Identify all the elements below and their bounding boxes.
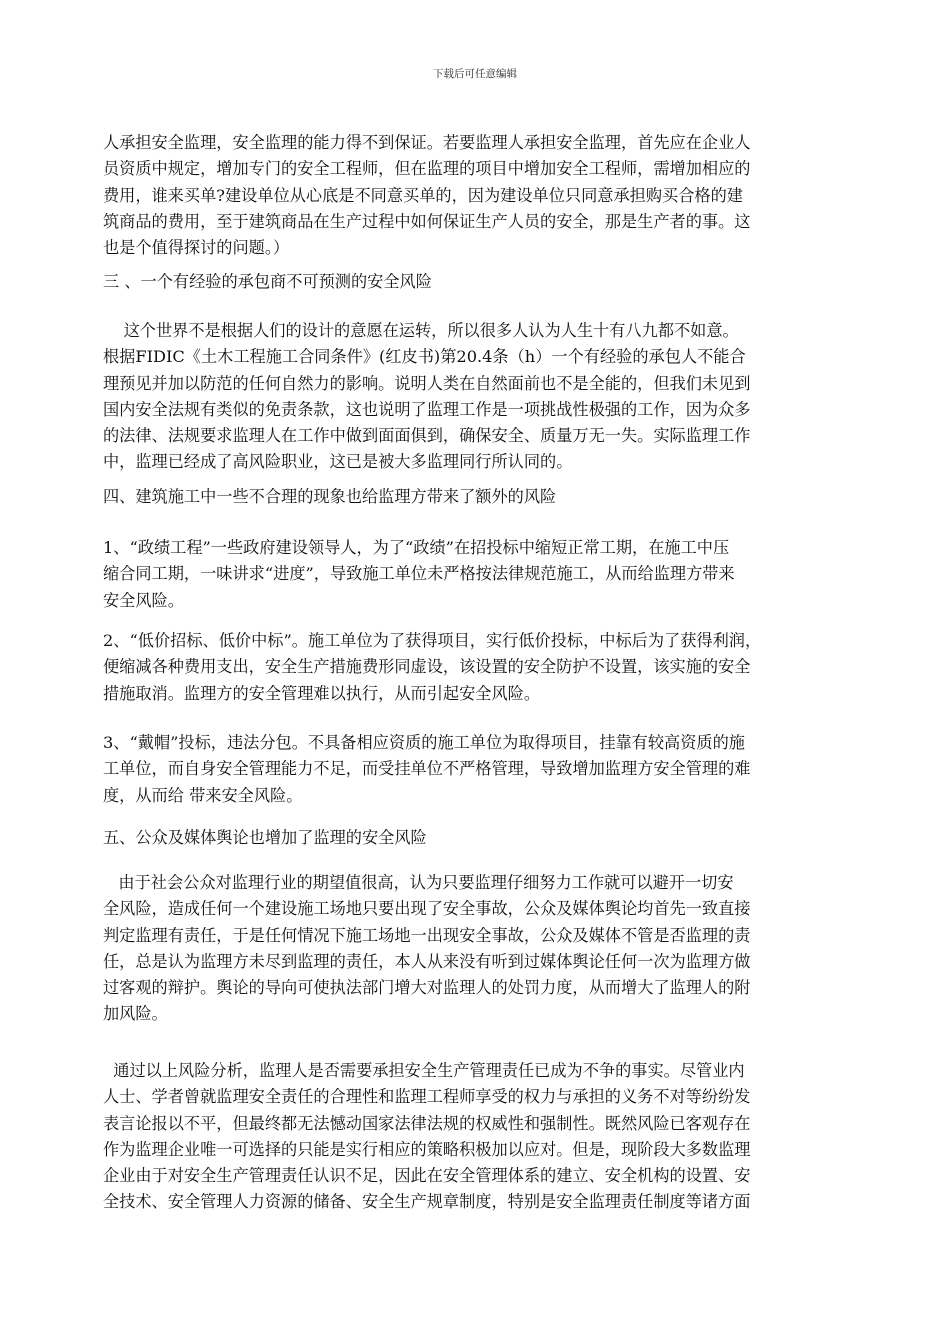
text-line: 加风险。 [103, 1004, 168, 1024]
paragraph-public-opinion [103, 870, 893, 1028]
text-line: 这个世界不是根据人们的设计的意愿在运转，所以很多人认为人生十有八九都不如意。 [103, 321, 739, 340]
text-line: 根据FIDIC《土木工程施工合同条件》(红皮书)第20.4条（h）一个有经验的承包人不能合 [103, 347, 746, 367]
text-line: 1、“政绩工程”一些政府建设领导人，为了“政绩”在招投标中缩短正常工期，在施工中压 [103, 538, 730, 557]
text-line: 全技术、安全管理人力资源的储备、安全生产规章制度，特别是安全监理责任制度等诸方面 [103, 1192, 751, 1212]
text-line: 3、“戴帽”投标，违法分包。不具备相应资质的施工单位为取得项目，挂靠有较高资质的施 [103, 733, 745, 752]
text-line: 也是个值得探讨的问题。） [103, 238, 290, 258]
list-item-2 [103, 628, 893, 707]
heading-text: 五、公众及媒体舆论也增加了监理的安全风险 [103, 828, 427, 847]
text-line: 费用，谁来买单?建设单位从心底是不同意买单的，因为建设单位只同意承担购买合格的建 [103, 185, 743, 205]
text-line: 人士、学者曾就监理安全责任的合理性和监理工程师享受的权力与承担的义务不对等纷纷发 [103, 1087, 751, 1107]
text-line: 判定监理有责任，于是任何情况下施工场地一出现安全事故，公众及媒体不管是否监理的责 [103, 925, 751, 945]
page-header: 下载后可任意编辑 [433, 68, 517, 80]
section-heading-4 [103, 484, 893, 510]
text-line: 措施取消。监理方的安全管理难以执行，从而引起安全风险。 [103, 683, 541, 703]
text-line: 安全风险。 [103, 590, 184, 610]
text-line: 企业由于对安全生产管理责任认识不足，因此在安全管理体系的建立、安全机构的设置、安 [103, 1166, 751, 1186]
section-heading-3 [103, 269, 893, 295]
text-line: 通过以上风险分析，监理人是否需要承担安全生产管理责任已成为不争的事实。尽管业内 [103, 1061, 745, 1080]
text-line: 人承担安全监理，安全监理的能力得不到保证。若要监理人承担安全监理，首先应在企业人 [103, 133, 751, 152]
text-line: 过客观的辩护。舆论的导向可使执法部门增大对监理人的处罚力度，从而增大了监理人的附 [103, 978, 751, 998]
text-line: 中，监理已经成了高风险职业，这已是被大多监理同行所认同的。 [103, 452, 573, 472]
text-line: 度，从而给 带来安全风险。 [103, 785, 303, 805]
list-item-3 [103, 730, 893, 809]
paragraph-force-majeure [103, 318, 893, 476]
text-line: 员资质中规定，增加专门的安全工程师，但在监理的项目中增加安全工程师，需增加相应的 [103, 159, 751, 179]
text-line: 便缩减各种费用支出，安全生产措施费形同虚设，该设置的安全防护不设置，该实施的安全 [103, 657, 751, 677]
text-line: 筑商品的费用，至于建筑商品在生产过程中如何保证生产人员的安全，那是生产者的事。这 [103, 211, 751, 231]
text-line: 全风险，造成任何一个建设施工场地只要出现了安全事故，公众及媒体舆论均首先一致直接 [103, 899, 751, 919]
text-line: 国内安全法规有类似的免责条款，这也说明了监理工作是一项挑战性极强的工作，因为众多 [103, 399, 751, 419]
heading-text: 四、建筑施工中一些不合理的现象也给监理方带来了额外的风险 [103, 487, 557, 506]
text-line: 工单位，而自身安全管理能力不足，而受挂单位不严格管理，导致增加监理方安全管理的难 [103, 759, 751, 779]
text-line: 的法律、法规要求监理人在工作中做到面面俱到，确保安全、质量万无一失。实际监理工作 [103, 426, 751, 446]
text-line: 作为监理企业唯一可选择的只能是实行相应的策略积极加以应对。但是，现阶段大多数监理 [103, 1139, 751, 1159]
paragraph-conclusion [103, 1058, 893, 1216]
section-heading-5 [103, 825, 893, 851]
text-line: 2、“低价招标、低价中标”。施工单位为了获得项目，实行低价投标，中标后为了获得利润， [103, 631, 762, 650]
list-item-1 [103, 535, 893, 614]
text-line: 由于社会公众对监理行业的期望值很高，认为只要监理仔细努力工作就可以避开一切安 [103, 873, 734, 892]
text-line: 理预见并加以防范的任何自然力的影响。说明人类在自然面前也不是全能的，但我们未见到 [103, 373, 751, 393]
text-line: 表言论报以不平，但最终都无法憾动国家法律法规的权威性和强制性。既然风险已客观存在 [103, 1113, 751, 1133]
heading-text: 三 、一个有经验的承包商不可预测的安全风险 [103, 272, 432, 291]
paragraph-continuation [103, 130, 893, 261]
text-line: 缩合同工期，一味讲求“进度”，导致施工单位未严格按法律规范施工，从而给监理方带来 [103, 564, 735, 584]
text-line: 任，总是认为监理方未尽到监理的责任，本人从来没有听到过媒体舆论任何一次为监理方做 [103, 951, 751, 971]
